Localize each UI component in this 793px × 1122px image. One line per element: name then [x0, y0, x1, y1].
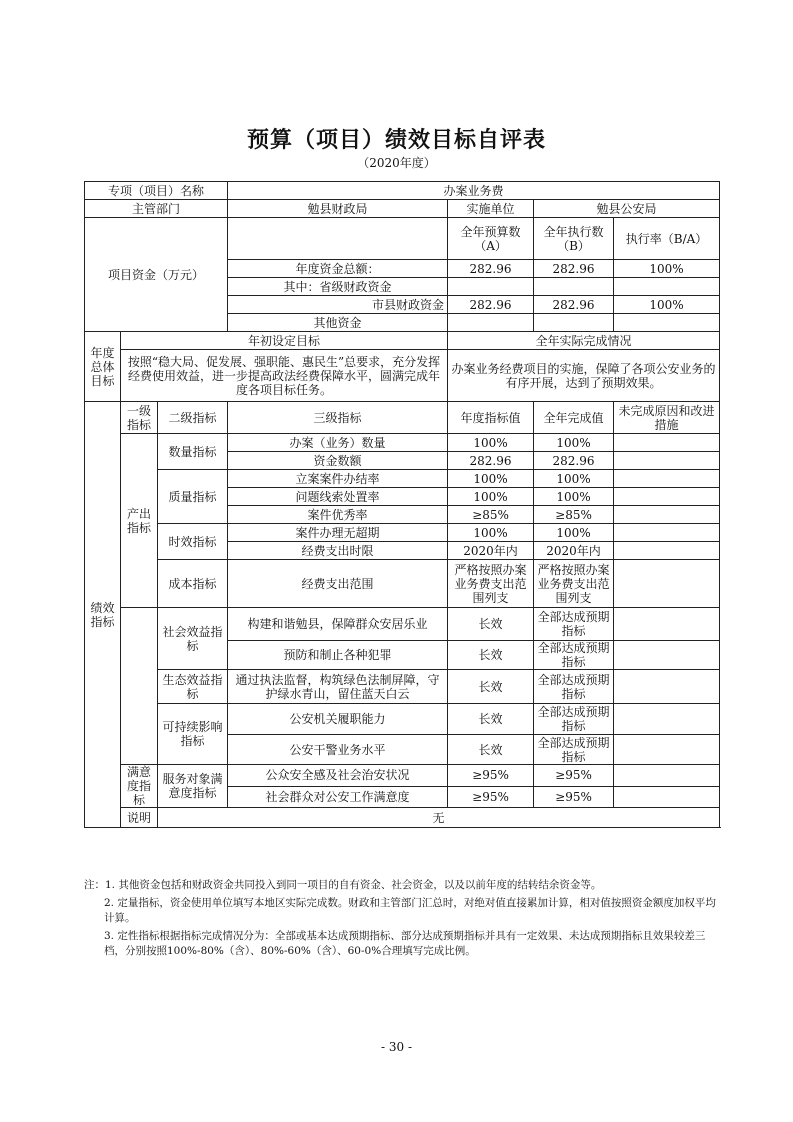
output-indicator-label: 产出指标 — [121, 434, 158, 608]
indicator-name: 通过执法监督，构筑绿色法制屏障，守护绿水青山，留住蓝天白云 — [228, 670, 448, 704]
indicator-reason — [614, 560, 720, 608]
project-value: 办案业务费 — [228, 182, 720, 200]
indicator-target: ≥95% — [448, 786, 534, 808]
indicator-actual: 全部达成预期指标 — [534, 735, 614, 765]
quantity-label: 数量指标 — [158, 434, 228, 470]
indicator-reason — [614, 470, 720, 488]
indicator-row — [85, 704, 720, 735]
indicator-target: 长效 — [448, 641, 534, 670]
indicator-actual: 全部达成预期指标 — [534, 608, 614, 641]
indicator-actual: 2020年内 — [534, 542, 614, 560]
indicator-name: 资金数额 — [228, 452, 448, 470]
header-target: 年度指标值 — [448, 402, 534, 434]
indicator-name: 公众安全感及社会治安状况 — [228, 765, 448, 787]
header-reason: 未完成原因和改进措施 — [614, 402, 720, 434]
project-row — [85, 182, 720, 200]
eco-label: 生态效益指标 — [158, 670, 228, 704]
quality-label: 质量指标 — [158, 470, 228, 524]
footnotes — [84, 878, 724, 962]
funds-row-rate: 100% — [614, 296, 720, 314]
indicator-reason — [614, 542, 720, 560]
indicator-target: ≥85% — [448, 506, 534, 524]
indicator-row — [85, 524, 720, 542]
footnote: 2. 定量指标，资金使用单位填写本地区实际完成数。财政和主管部门汇总时，对绝对值直接累加计算，相对值按照资金额度加权平均计算。 — [104, 897, 716, 924]
indicator-actual: ≥85% — [534, 506, 614, 524]
indicator-name: 办案（业务）数量 — [228, 434, 448, 452]
indicator-actual: 100% — [534, 434, 614, 452]
header-level3: 三级指标 — [228, 402, 448, 434]
indicator-row — [85, 608, 720, 641]
indicator-reason — [614, 786, 720, 808]
funds-row-b: 282.96 — [534, 296, 614, 314]
remark-value: 无 — [158, 808, 720, 828]
sustain-label: 可持续影响指标 — [158, 704, 228, 765]
indicator-actual: 282.96 — [534, 452, 614, 470]
indicator-row — [85, 670, 720, 704]
indicator-reason — [614, 670, 720, 704]
dept-row — [85, 200, 720, 218]
indicator-name: 案件办理无超期 — [228, 524, 448, 542]
col-budget: 全年预算数（A） — [448, 218, 534, 260]
funds-row-name: 其他资金 — [228, 314, 448, 332]
indicator-actual: 100% — [534, 470, 614, 488]
funds-row-rate — [614, 278, 720, 296]
indicator-row — [85, 560, 720, 608]
impl-label: 实施单位 — [448, 200, 534, 218]
funds-row-b — [534, 314, 614, 332]
goals-done-label: 全年实际完成情况 — [448, 332, 720, 350]
indicator-target: 100% — [448, 524, 534, 542]
indicator-target: 长效 — [448, 608, 534, 641]
remark-row — [85, 808, 720, 828]
indicators-header-row — [85, 402, 720, 434]
indicator-reason — [614, 765, 720, 787]
cost-label: 成本指标 — [158, 560, 228, 608]
indicator-reason — [614, 704, 720, 735]
indicator-reason — [614, 608, 720, 641]
indicator-target: 2020年内 — [448, 542, 534, 560]
indicator-row — [85, 434, 720, 452]
project-label: 专项（项目）名称 — [85, 182, 228, 200]
indicator-target: 282.96 — [448, 452, 534, 470]
indicator-reason — [614, 641, 720, 670]
col-rate: 执行率（B/A） — [614, 218, 720, 260]
indicator-name: 预防和制止各种犯罪 — [228, 641, 448, 670]
satisfaction-sub-label: 服务对象满意度指标 — [158, 765, 228, 808]
indicator-actual: 全部达成预期指标 — [534, 704, 614, 735]
indicator-name: 公安干警业务水平 — [228, 735, 448, 765]
header-level2: 二级指标 — [158, 402, 228, 434]
indicator-name: 社会群众对公安工作满意度 — [228, 786, 448, 808]
indicator-target: 长效 — [448, 670, 534, 704]
goals-header-row — [85, 332, 720, 350]
indicator-name: 经费支出时限 — [228, 542, 448, 560]
indicator-name: 立案案件办结率 — [228, 470, 448, 488]
indicator-name: 问题线索处置率 — [228, 488, 448, 506]
indicator-reason — [614, 735, 720, 765]
indicator-target: ≥95% — [448, 765, 534, 787]
indicator-row — [85, 765, 720, 787]
funds-row-name: 其中：省级财政资金 — [228, 278, 448, 296]
indicator-reason — [614, 524, 720, 542]
remark-label: 说明 — [121, 808, 158, 828]
indicator-actual: ≥95% — [534, 765, 614, 787]
indicator-name: 经费支出范围 — [228, 560, 448, 608]
indicator-reason — [614, 488, 720, 506]
funds-row-rate: 100% — [614, 260, 720, 278]
satisfaction-label: 满意度指标 — [121, 765, 158, 808]
indicator-row — [85, 470, 720, 488]
goals-text-row — [85, 350, 720, 402]
year-subtitle: （2020年度） — [357, 156, 436, 170]
indicators-label: 绩效指标 — [85, 402, 121, 828]
funds-row-b — [534, 278, 614, 296]
indicator-target: 100% — [448, 434, 534, 452]
effect-indicator-blank — [121, 608, 158, 765]
indicator-actual: 严格按照办案业务费支出范围列支 — [534, 560, 614, 608]
funds-label: 项目资金（万元） — [85, 218, 228, 332]
goals-label: 年度总体目标 — [85, 332, 121, 402]
funds-row-a: 282.96 — [448, 260, 534, 278]
funds-row-a — [448, 278, 534, 296]
indicator-name: 构建和谐勉县，保障群众安居乐业 — [228, 608, 448, 641]
evaluation-table — [84, 181, 720, 828]
funds-header-row — [85, 218, 720, 260]
goals-done-text: 办案业务经费项目的实施，保障了各项公安业务的有序开展，达到了预期效果。 — [448, 350, 720, 402]
social-label: 社会效益指标 — [158, 608, 228, 670]
page-number: - 30 - — [380, 1040, 412, 1054]
page-title: 预算（项目）绩效目标自评表 — [246, 127, 546, 153]
footnote: 注：1. 其他资金包括和财政资金共同投入到同一项目的自有资金、社会资金，以及以前年度的结转结余资金等。 — [84, 879, 602, 891]
goals-set-text: 按照“稳大局、促发展、强职能、惠民生”总要求，充分发挥经费使用效益，进一步提高政法经费保障水平，圆满完成年度各项目标任务。 — [121, 350, 448, 402]
indicator-target: 严格按照办案业务费支出范围列支 — [448, 560, 534, 608]
funds-row-name: 市县财政资金 — [228, 296, 448, 314]
indicator-reason — [614, 506, 720, 524]
indicator-reason — [614, 452, 720, 470]
timeliness-label: 时效指标 — [158, 524, 228, 560]
dept-value: 勉县财政局 — [228, 200, 448, 218]
funds-row-rate — [614, 314, 720, 332]
indicator-target: 100% — [448, 488, 534, 506]
funds-row-a: 282.96 — [448, 296, 534, 314]
indicator-actual: 全部达成预期指标 — [534, 641, 614, 670]
indicator-target: 长效 — [448, 735, 534, 765]
col-executed: 全年执行数（B） — [534, 218, 614, 260]
indicator-target: 100% — [448, 470, 534, 488]
funds-row-name: 年度资金总额： — [228, 260, 448, 278]
indicator-name: 公安机关履职能力 — [228, 704, 448, 735]
indicator-actual: 全部达成预期指标 — [534, 670, 614, 704]
indicator-actual: 100% — [534, 524, 614, 542]
footnote: 3. 定性指标根据指标完成情况分为：全部或基本达成预期指标、部分达成预期指标并具有一定效果、未达成预期指标且效果较差三档，分别按照100%-80%（含）、80%-60%（含）、60-0%合理填写完成比例。 — [104, 930, 706, 957]
impl-value: 勉县公安局 — [534, 200, 720, 218]
indicator-actual: ≥95% — [534, 786, 614, 808]
indicator-target: 长效 — [448, 704, 534, 735]
indicator-name: 案件优秀率 — [228, 506, 448, 524]
goals-set-label: 年初设定目标 — [121, 332, 448, 350]
funds-blank-cell — [228, 218, 448, 260]
funds-row-a — [448, 314, 534, 332]
indicator-reason — [614, 434, 720, 452]
header-level1: 一级指标 — [121, 402, 158, 434]
indicator-actual: 100% — [534, 488, 614, 506]
funds-row-b: 282.96 — [534, 260, 614, 278]
dept-label: 主管部门 — [85, 200, 228, 218]
header-actual: 全年完成值 — [534, 402, 614, 434]
